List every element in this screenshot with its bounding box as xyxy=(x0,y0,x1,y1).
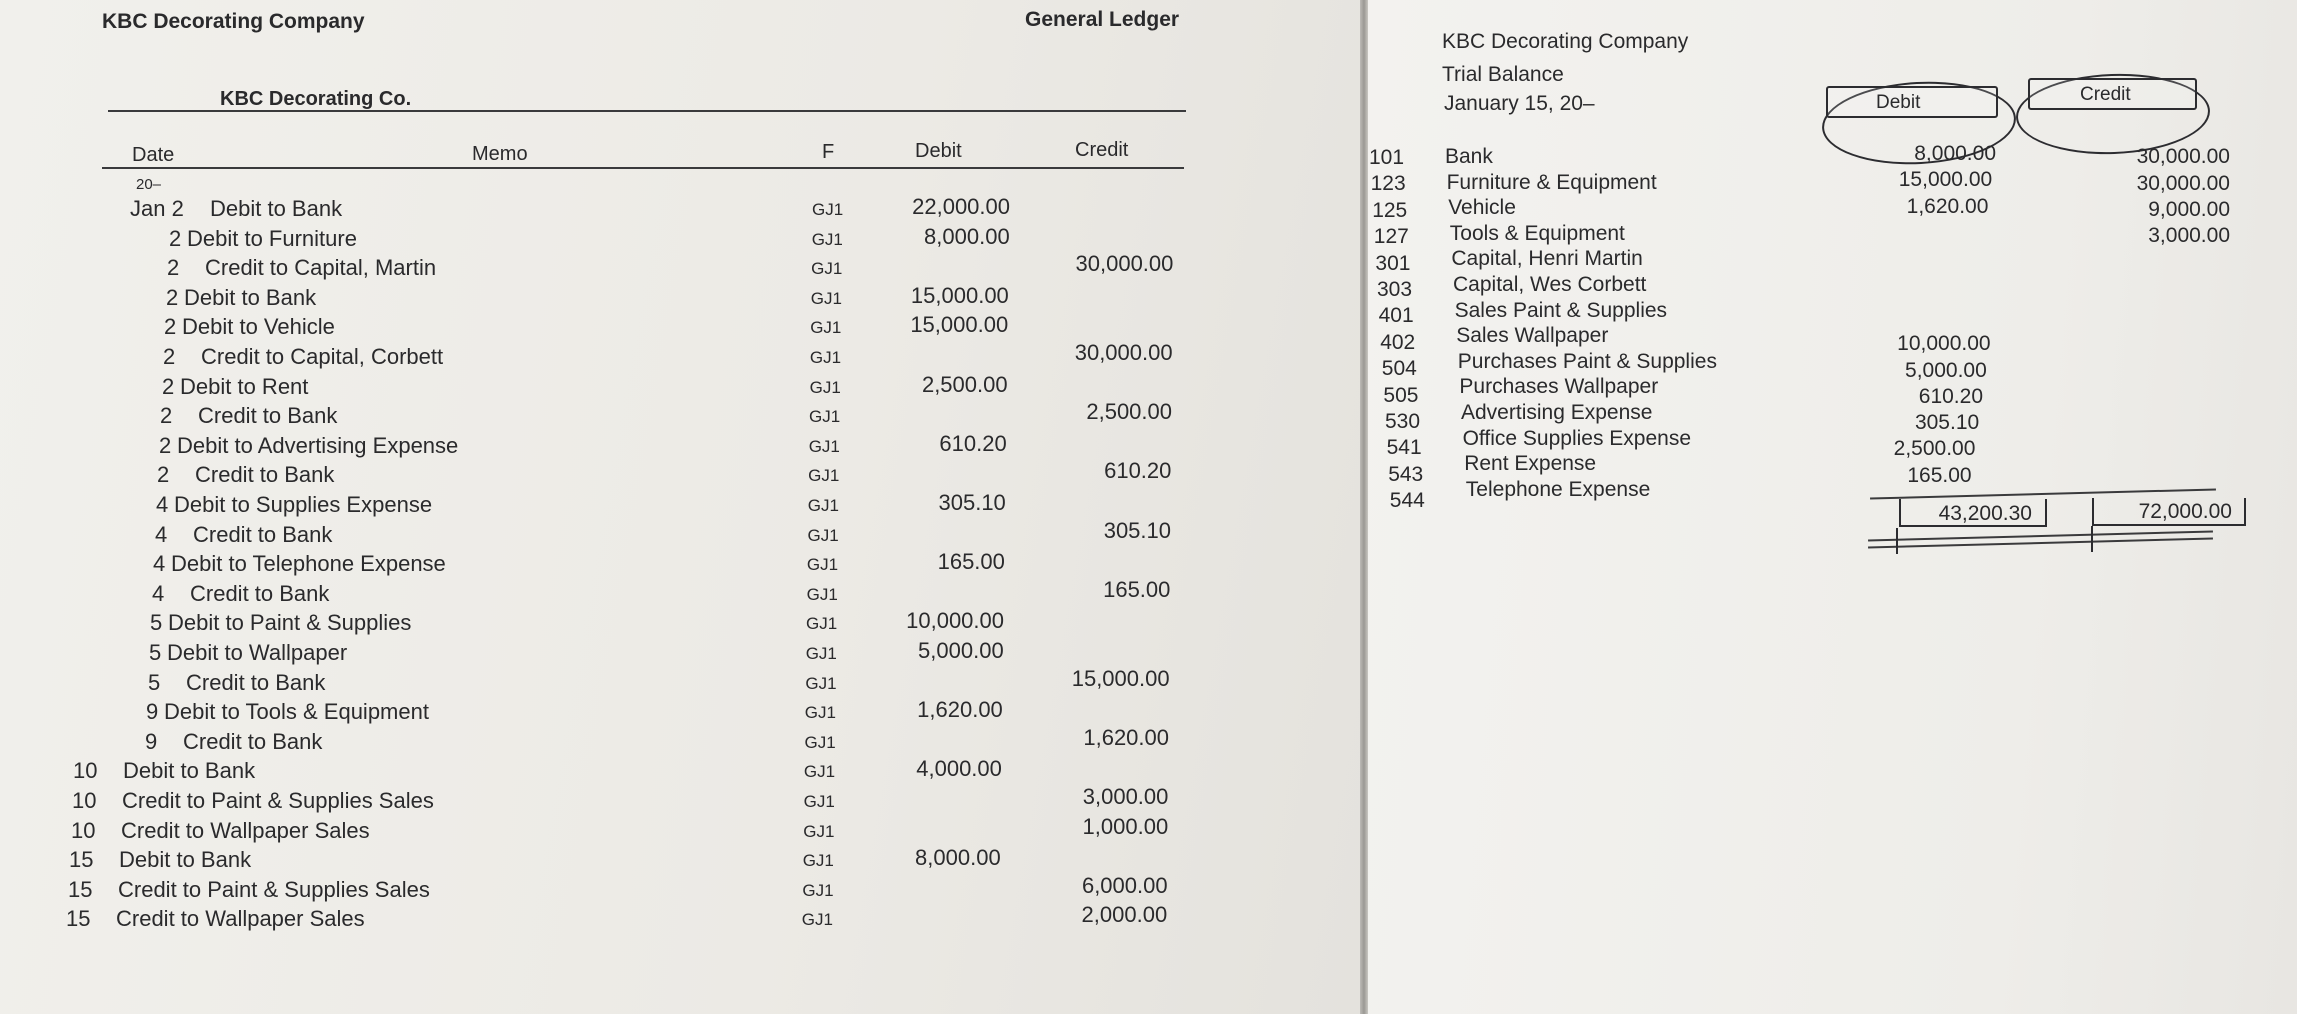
row-credit: 3,000.00 xyxy=(1082,784,1169,809)
row-memo: Credit to Wallpaper Sales xyxy=(116,906,365,932)
tb-account-name: Purchases Wallpaper xyxy=(1459,375,1659,399)
tb-account-number: 301 xyxy=(1375,251,1411,275)
tb-account-number: 530 xyxy=(1385,410,1421,433)
tb-title: Trial Balance xyxy=(1442,63,1564,86)
row-credit: 1,000.00 xyxy=(1082,813,1169,839)
tb-debit-amount: 1,620.00 xyxy=(1906,194,1989,218)
row-memo: Debit to Vehicle xyxy=(182,314,335,340)
row-date: 10 xyxy=(72,788,97,813)
tb-account-number: 402 xyxy=(1380,330,1416,354)
tb-debit-amount: 5,000.00 xyxy=(1905,358,1987,382)
col-memo-header: Memo xyxy=(472,143,528,165)
tb-account-name: Sales Wallpaper xyxy=(1456,324,1609,348)
tb-account-name: Furniture & Equipment xyxy=(1446,170,1657,194)
row-debit: 2,500.00 xyxy=(921,371,1008,397)
tb-account-name: Office Supplies Expense xyxy=(1462,426,1692,450)
row-credit: 30,000.00 xyxy=(1074,340,1173,365)
tb-account-name: Rent Expense xyxy=(1464,452,1597,476)
row-debit: 15,000.00 xyxy=(910,282,1009,308)
row-debit: 15,000.00 xyxy=(910,312,1009,338)
tb-account-number: 543 xyxy=(1388,462,1424,486)
row-date: 15 xyxy=(66,906,91,932)
tb-debit-amount: 8,000.00 xyxy=(1914,142,1996,165)
row-credit: 6,000.00 xyxy=(1081,872,1168,898)
row-memo: Debit to Advertising Expense xyxy=(177,432,459,458)
tb-account-number: 303 xyxy=(1377,278,1413,301)
tb-account-name: Telephone Expense xyxy=(1465,477,1651,501)
row-credit: 1,620.00 xyxy=(1083,724,1169,750)
tb-debit-amount: 15,000.00 xyxy=(1898,168,1993,192)
row-date: 4 xyxy=(152,580,165,606)
row-date: 2 xyxy=(162,373,175,399)
ledger-company-header: KBC Decorating Company xyxy=(102,10,365,33)
row-date: 15 xyxy=(68,876,93,902)
tb-account-number: 504 xyxy=(1381,357,1417,381)
row-debit: 305.10 xyxy=(938,490,1006,515)
row-folio: GJ1 xyxy=(806,584,838,604)
row-folio: GJ1 xyxy=(810,318,842,338)
col-credit-header: Credit xyxy=(1075,139,1129,161)
tb-account-number: 541 xyxy=(1386,436,1422,460)
tb-account-number: 544 xyxy=(1389,489,1425,513)
row-memo: Credit to Bank xyxy=(198,403,338,429)
row-folio: GJ1 xyxy=(802,880,834,900)
trial-balance-page xyxy=(1368,0,2297,1014)
tb-account-number: 127 xyxy=(1373,225,1409,249)
row-memo: Credit to Bank xyxy=(190,580,330,606)
row-memo: Credit to Wallpaper Sales xyxy=(121,817,370,843)
tb-debit-amount: 10,000.00 xyxy=(1897,332,1991,356)
row-date: 5 xyxy=(149,640,162,665)
tb-account-number: 101 xyxy=(1369,146,1405,169)
row-folio: GJ1 xyxy=(804,732,836,752)
row-memo: Credit to Paint & Supplies Sales xyxy=(122,788,434,813)
row-date: 9 xyxy=(145,728,158,754)
row-date: 2 xyxy=(157,462,170,488)
row-date: 5 xyxy=(150,610,163,636)
row-memo: Credit to Paint & Supplies Sales xyxy=(118,876,430,902)
col-debit-header: Debit xyxy=(915,140,962,162)
row-debit: 10,000.00 xyxy=(906,608,1004,634)
total-debit-tick xyxy=(1896,528,1898,554)
tb-credit-amount: 30,000.00 xyxy=(2136,171,2230,195)
tb-credit-amount: 9,000.00 xyxy=(2148,198,2230,221)
row-credit: 15,000.00 xyxy=(1071,665,1170,691)
row-date: 10 xyxy=(73,758,98,784)
tb-account-number: 125 xyxy=(1372,198,1408,222)
ledger-year: 20– xyxy=(136,176,162,193)
row-folio: GJ1 xyxy=(807,496,839,515)
ledger-sub-company: KBC Decorating Co. xyxy=(220,88,412,110)
row-memo: Credit to Bank xyxy=(183,728,323,754)
tb-account-name: Vehicle xyxy=(1448,196,1516,220)
tb-company: KBC Decorating Company xyxy=(1442,30,1689,53)
tb-account-number: 401 xyxy=(1378,304,1414,328)
row-date: Jan 2 xyxy=(130,196,184,221)
row-date: 5 xyxy=(148,669,161,695)
row-memo: Credit to Bank xyxy=(186,669,326,695)
row-memo: Debit to Supplies Expense xyxy=(174,492,433,517)
row-date: 2 xyxy=(164,314,177,340)
tb-account-name: Capital, Wes Corbett xyxy=(1453,273,1647,296)
total-credit-tick xyxy=(2091,526,2093,552)
tb-account-name: Purchases Paint & Supplies xyxy=(1457,349,1717,373)
tb-account-number: 505 xyxy=(1383,383,1419,407)
row-memo: Debit to Bank xyxy=(123,758,256,784)
tb-debit-amount: 305.10 xyxy=(1914,411,1980,435)
row-debit: 610.20 xyxy=(939,430,1007,456)
row-debit: 5,000.00 xyxy=(918,638,1004,663)
row-credit: 610.20 xyxy=(1104,458,1172,484)
row-date: 4 xyxy=(155,521,168,547)
row-folio: GJ1 xyxy=(806,555,839,575)
row-date: 10 xyxy=(71,817,96,843)
row-date: 4 xyxy=(156,492,169,517)
row-folio: GJ1 xyxy=(805,673,837,693)
tb-account-name: Capital, Henri Martin xyxy=(1451,247,1643,271)
row-folio: GJ1 xyxy=(801,910,833,930)
row-folio: GJ1 xyxy=(809,348,842,367)
tb-total-credit: 72,000.00 xyxy=(2138,500,2232,523)
tb-debit-amount: 2,500.00 xyxy=(1893,437,1976,461)
row-debit: 4,000.00 xyxy=(916,756,1002,782)
tb-debit-header: Debit xyxy=(1876,92,1921,113)
row-date: 2 xyxy=(169,225,182,251)
row-date: 4 xyxy=(153,551,166,577)
row-debit: 22,000.00 xyxy=(912,194,1010,219)
tb-total-debit: 43,200.30 xyxy=(1938,502,2032,525)
row-date: 15 xyxy=(69,847,94,873)
row-credit: 2,500.00 xyxy=(1086,399,1172,425)
row-folio: GJ1 xyxy=(803,792,835,811)
row-memo: Debit to Bank xyxy=(210,196,343,221)
tb-debit-amount: 610.20 xyxy=(1918,384,1983,408)
tb-account-number: 123 xyxy=(1370,172,1406,196)
tb-credit-header: Credit xyxy=(2080,84,2131,105)
row-folio: GJ1 xyxy=(803,821,835,841)
row-memo: Debit to Telephone Expense xyxy=(171,551,446,577)
row-memo: Credit to Bank xyxy=(195,462,335,488)
row-folio: GJ1 xyxy=(808,466,840,486)
tb-account-name: Tools & Equipment xyxy=(1449,221,1625,245)
row-debit: 1,620.00 xyxy=(917,697,1003,723)
row-folio: GJ1 xyxy=(804,703,836,723)
row-folio: GJ1 xyxy=(802,851,834,871)
row-memo: Debit to Rent xyxy=(180,373,309,399)
tb-account-name: Sales Paint & Supplies xyxy=(1454,298,1668,322)
row-memo: Credit to Capital, Corbett xyxy=(201,344,444,369)
tb-credit-amount: 3,000.00 xyxy=(2148,224,2230,248)
row-folio: GJ1 xyxy=(808,436,840,456)
tb-account-name: Bank xyxy=(1445,145,1493,168)
page-gutter xyxy=(1360,0,1368,1014)
row-date: 2 xyxy=(160,403,173,429)
col-f-header: F xyxy=(822,141,835,163)
row-debit: 8,000.00 xyxy=(915,845,1001,871)
row-folio: GJ1 xyxy=(803,762,836,782)
row-debit: 165.00 xyxy=(937,549,1005,575)
tb-debit-amount: 165.00 xyxy=(1907,463,1972,487)
row-folio: GJ1 xyxy=(811,229,843,249)
row-date: 2 xyxy=(166,284,179,310)
row-folio: GJ1 xyxy=(807,525,839,545)
ledger-header-rule xyxy=(102,167,1184,169)
tb-date: January 15, 20– xyxy=(1444,92,1595,115)
row-folio: GJ1 xyxy=(812,200,844,219)
row-credit: 165.00 xyxy=(1103,576,1171,602)
row-date: 2 xyxy=(167,255,180,281)
row-date: 2 xyxy=(159,432,172,458)
row-memo: Debit to Furniture xyxy=(187,225,357,251)
row-memo: Debit to Tools & Equipment xyxy=(164,699,429,725)
row-folio: GJ1 xyxy=(809,377,841,397)
tb-credit-amount: 30,000.00 xyxy=(2136,145,2230,169)
row-memo: Debit to Bank xyxy=(119,847,252,873)
row-folio: GJ1 xyxy=(811,259,843,279)
row-memo: Debit to Paint & Supplies xyxy=(168,610,412,636)
row-folio: GJ1 xyxy=(809,407,841,427)
ledger-title: General Ledger xyxy=(1025,8,1180,31)
row-memo: Credit to Bank xyxy=(193,521,333,547)
row-memo: Debit to Wallpaper xyxy=(167,640,348,665)
tb-account-name: Advertising Expense xyxy=(1461,401,1653,424)
col-date-header: Date xyxy=(132,144,175,166)
row-memo: Credit to Capital, Martin xyxy=(205,255,437,281)
row-folio: GJ1 xyxy=(806,614,838,634)
row-date: 2 xyxy=(163,344,176,369)
row-debit: 8,000.00 xyxy=(924,223,1010,249)
row-folio: GJ1 xyxy=(810,288,842,308)
row-credit: 30,000.00 xyxy=(1075,251,1174,277)
row-credit: 305.10 xyxy=(1103,517,1171,543)
row-credit: 2,000.00 xyxy=(1081,902,1168,928)
row-memo: Debit to Bank xyxy=(184,284,317,310)
row-date: 9 xyxy=(146,699,159,725)
row-folio: GJ1 xyxy=(805,644,837,663)
ledger-title-rule xyxy=(108,110,1186,112)
